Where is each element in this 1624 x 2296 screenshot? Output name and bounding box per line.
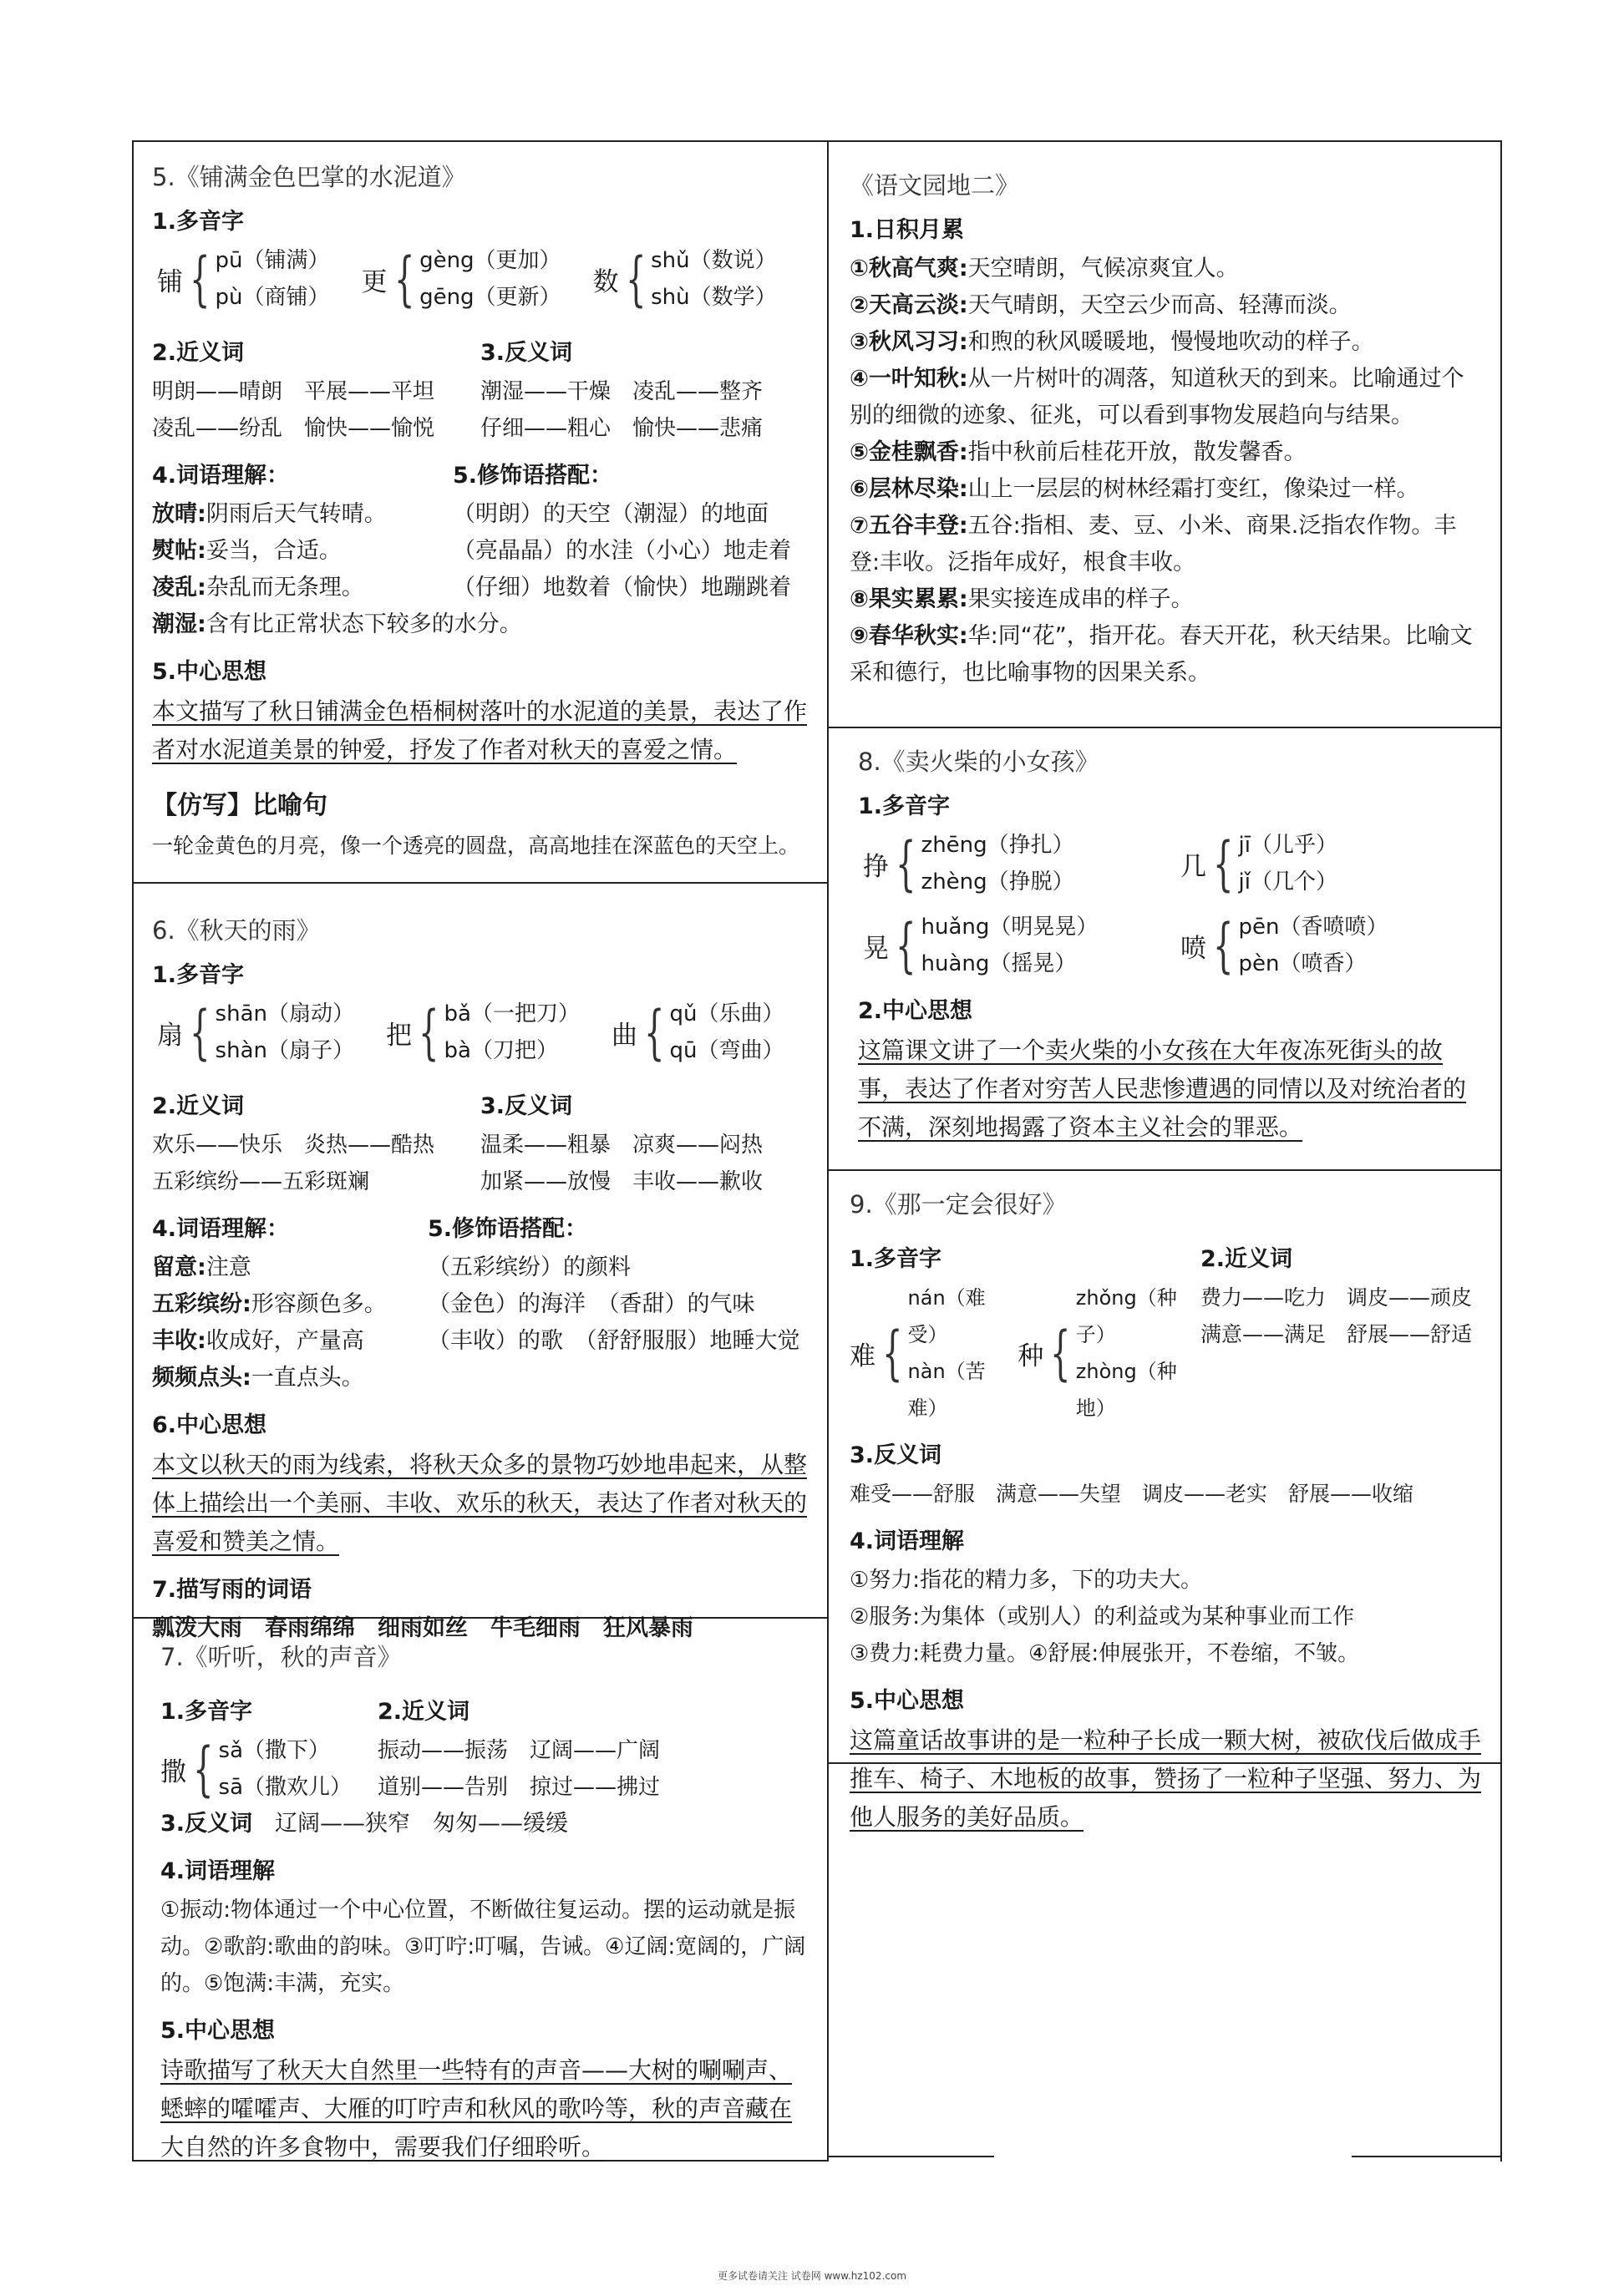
heading-polyphones: 1.多音字 <box>152 962 245 988</box>
modifier-line: （五彩缤纷）的颜料 <box>428 1254 631 1280</box>
antonym-line: 仔细——粗心 愉快——悲痛 <box>480 416 764 441</box>
polyphone-char: 撒 <box>160 1756 186 1787</box>
bottom-divider-right <box>1352 2156 1502 2157</box>
section-title: 7.《听听，秋的声音》 <box>160 1643 402 1671</box>
polyphone-char: 数 <box>592 266 619 297</box>
heading-central-idea: 5.中心思想 <box>152 659 267 685</box>
antonym-line: 加紧——放慢 丰收——歉收 <box>480 1169 764 1194</box>
heading-central-idea: 6.中心思想 <box>152 1412 267 1438</box>
idiom-item: ③秋风习习:和煦的秋风暖暖地，慢慢地吹动的样子。 <box>850 329 1374 355</box>
section-title: 《语文园地二》 <box>850 171 1020 200</box>
polyphone-char: 更 <box>361 266 388 297</box>
heading-polyphones: 1.多音字 <box>850 1246 942 1272</box>
reading: shù（数学） <box>651 285 777 310</box>
central-idea: 诗歌描写了秋天大自然里一些特有的声音——大树的唰唰声、蟋蟀的嚯嚯声、大雁的叮咛声和秋风的歌吟等，秋的声音藏在大自然的许多食物中，需要我们仔细聆听。 <box>160 2056 793 2161</box>
imitation-sentence: 一轮金黄色的月亮，像一个透亮的圆盘，高高地挂在深蓝色的天空上。 <box>152 834 800 858</box>
antonym-line: 难受——舒服 满意——失望 调皮——老实 舒展——收缩 <box>850 1482 1414 1506</box>
section-lesson-7 <box>142 1630 827 2162</box>
polyphone-synonym-row <box>160 1683 809 1806</box>
antonym-line: 3.反义词 辽阔——狭窄 匆匆——缓缓 <box>160 1811 569 1837</box>
central-idea: 本文以秋天的雨为线索，将秋天众多的景物巧妙地串起来，从整体上描绘出一个美丽、丰收、欢乐的秋天，表达了作者对秋天的喜爱和赞美之情。 <box>152 1451 808 1555</box>
section-lesson-6 <box>134 897 827 1641</box>
reading: shǔ（数说） <box>651 248 777 273</box>
polyphone-item: 几 { jī（儿乎） jǐ（几个） <box>1180 827 1337 900</box>
reading: bǎ（一把刀） <box>444 1001 580 1026</box>
polyphone-item: 扇 { shān（扇动） shàn（扇子） <box>157 996 354 1069</box>
reading: qū（弯曲） <box>669 1038 784 1063</box>
rain-words: 瓢泼大雨 春雨绵绵 细雨如丝 牛毛细雨 狂风暴雨 <box>152 1615 693 1641</box>
word-meaning: ①努力:指花的精力多，下的功夫大。 <box>850 1568 1203 1593</box>
word-definition: 频频点头:一直点头。 <box>152 1365 364 1391</box>
idiom-item: ①秋高气爽:天空晴朗，气候凉爽宜人。 <box>850 256 1239 281</box>
reading: shān（扇动） <box>215 1001 354 1026</box>
divider-s8-s9 <box>827 727 1502 728</box>
heading-synonyms: 2.近义词 <box>152 1093 245 1119</box>
central-idea: 本文描写了秋日铺满金色梧桐树落叶的水泥道的美景，表达了作者对水泥道美景的钟爱，抒发了作者对秋天的喜爱之情。 <box>152 697 808 763</box>
reading: gèng（更加） <box>419 248 561 273</box>
reading: nán（难受） <box>907 1286 986 1346</box>
reading: bà（刀把） <box>444 1038 558 1063</box>
heading-antonyms: 3.反义词 <box>850 1442 942 1468</box>
polyphone-item: 晃 { huǎng（明晃晃） huàng（摇晃） <box>863 909 1114 982</box>
page-footer: 更多试卷请关注 试卷网 www.hz102.com <box>717 2270 907 2282</box>
synonym-line: 明朗——晴朗 平展——平坦 <box>152 379 435 404</box>
heading-daily-accumulation: 1.日积月累 <box>850 217 965 243</box>
idiom-item: ⑨春华秋实:华:同“花”，指开花。春天开花，秋天结果。比喻文采和德行，也比喻事物的因果关系。 <box>850 623 1473 686</box>
polyphone-item: 曲 { qǔ（乐曲） qū（弯曲） <box>612 996 784 1069</box>
central-idea: 这篇童话故事讲的是一粒种子长成一颗大树，被砍伐后做成手推车、椅子、木地板的故事，赞扬了一粒种子坚强、努力、为他人服务的美好品质。 <box>850 1726 1482 1831</box>
modifier-line: （亮晶晶）的水洼（小心）地走着 <box>453 538 791 564</box>
reading: huǎng（明晃晃） <box>921 915 1099 940</box>
reading: huàng（摇晃） <box>921 951 1077 976</box>
polyphone-group <box>157 242 809 316</box>
idiom-item: ⑤金桂飘香:指中秋前后桂花开放，散发馨香。 <box>850 439 1307 465</box>
polyphone-char: 铺 <box>157 266 183 297</box>
section-title: 5.《铺满金色巴掌的水泥道》 <box>152 163 466 191</box>
polyphone-group <box>157 996 809 1069</box>
polyphone-char: 扇 <box>157 1020 183 1051</box>
heading-synonyms: 2.近义词 <box>1200 1246 1293 1272</box>
polyphone-char: 把 <box>385 1020 412 1051</box>
synonym-line: 凌乱——纷乱 愉快——愉悦 <box>152 416 435 441</box>
reading: zhèng（挣脱） <box>921 869 1074 895</box>
polyphone-item: 数 { shǔ（数说） shù（数学） <box>593 242 777 316</box>
synonym-line: 费力——吃力 调皮——顽皮 <box>1200 1285 1473 1310</box>
synonym-line: 五彩缤纷——五彩斑斓 <box>152 1169 370 1194</box>
word-meanings: ①振动:物体通过一个中心位置，不断做往复运动。摆的运动就是振动。②歌韵:歌曲的韵味。③叮咛:叮嘱，告诫。④辽阔:宽阔的，广阔的。⑤饱满:丰满，充实。 <box>160 1898 806 1996</box>
heading-modifiers: 5.修饰语搭配： <box>453 463 613 489</box>
polyphone-item: 更 { gèng（更加） gēng（更新） <box>362 242 561 316</box>
word-meaning: ③费力:耗费力量。④舒展:伸展张开，不卷缩，不皱。 <box>850 1641 1360 1666</box>
heading-synonyms: 2.近义词 <box>152 340 245 366</box>
reading: zhǒng（种子） <box>1075 1286 1177 1346</box>
heading-polyphones: 1.多音字 <box>858 793 951 819</box>
polyphone-char: 几 <box>1180 851 1206 882</box>
section-title: 9.《那一定会很好》 <box>850 1190 1067 1219</box>
words-modifier-row <box>152 447 809 606</box>
reading: zhēng（挣扎） <box>921 833 1074 858</box>
word-definition: 留意:注意 <box>152 1254 251 1280</box>
synonym-line: 振动——振荡 辽阔——广阔 <box>378 1738 661 1763</box>
word-definition: 丰收:收成好，产量高 <box>152 1328 364 1354</box>
heading-word-meaning: 4.词语理解： <box>152 1216 290 1242</box>
polyphone-char: 晃 <box>863 933 889 964</box>
reading: qǔ（乐曲） <box>669 1001 784 1026</box>
divider-s9-s10 <box>827 1169 1502 1171</box>
polyphone-item: 铺 { pū（铺满） pù（商铺） <box>157 242 330 316</box>
antonym-line: 温柔——粗暴 凉爽——闷热 <box>480 1133 764 1158</box>
section-title: 6.《秋天的雨》 <box>152 916 321 945</box>
synonym-antonym-row <box>152 1077 809 1200</box>
idiom-item: ②天高云淡:天气晴朗，天空云少而高、轻薄而淡。 <box>850 292 1352 318</box>
antonym-line: 潮湿——干燥 凌乱——整齐 <box>480 379 764 404</box>
word-definition: 熨帖:妥当，合适。 <box>152 538 342 564</box>
synonym-line: 欢乐——快乐 炎热——酷热 <box>152 1133 435 1158</box>
heading-central-idea: 5.中心思想 <box>850 1688 965 1714</box>
modifier-line: （丰收）的歌 （舒舒服服）地睡大觉 <box>428 1328 800 1354</box>
word-definition: 五彩缤纷:形容颜色多。 <box>152 1291 387 1317</box>
section-title: 8.《卖火柴的小女孩》 <box>858 748 1099 776</box>
modifier-line: （金色）的海洋 （香甜）的气味 <box>428 1291 755 1317</box>
polyphone-item: 撒 { sǎ（撒下） sā（撒欢儿） <box>160 1732 378 1806</box>
reading: pù（商铺） <box>215 285 330 310</box>
reading: pū（铺满） <box>215 248 330 273</box>
word-meaning: ②服务:为集体（或别人）的利益或为某种事业而工作 <box>850 1604 1355 1630</box>
polyphone-group <box>863 909 1481 982</box>
polyphone-synonym-row <box>850 1230 1481 1427</box>
section-lesson-8 <box>840 740 1500 1169</box>
heading-antonyms: 3.反义词 <box>480 340 573 366</box>
polyphone-char: 曲 <box>611 1020 637 1051</box>
polyphone-char: 种 <box>1018 1341 1044 1371</box>
synonym-line: 满意——满足 舒展——舒适 <box>1200 1322 1473 1346</box>
synonym-line: 道别——告别 掠过——拂过 <box>378 1775 661 1800</box>
heading-synonyms: 2.近义词 <box>378 1699 470 1725</box>
polyphone-item: 把 { bǎ（一把刀） bà（刀把） <box>386 996 580 1069</box>
heading-central-idea: 5.中心思想 <box>160 2018 276 2044</box>
heading-rain-words: 7.描写雨的词语 <box>152 1577 312 1603</box>
synonym-antonym-row <box>152 324 809 447</box>
word-definition: 凌乱:杂乱而无条理。 <box>152 575 364 601</box>
heading-word-meaning: 4.词语理解 <box>850 1528 965 1554</box>
reading: jǐ（几个） <box>1238 869 1337 895</box>
heading-antonyms: 3.反义词 <box>480 1093 573 1119</box>
reading: sǎ（撒下） <box>218 1738 331 1763</box>
section-lesson-5 <box>134 144 827 882</box>
polyphone-item: 种 { zhǒng（种子） zhòng（种地） <box>1018 1280 1200 1427</box>
reading: nàn（苦难） <box>907 1360 986 1420</box>
polyphone-char: 喷 <box>1180 933 1206 964</box>
idiom-item: ④一叶知秋:从一片树叶的凋落，知道秋天的到来。比喻通过个别的细微的迹象、征兆，可以看到事物发展趋向与结果。 <box>850 366 1464 428</box>
words-modifier-row <box>152 1200 809 1396</box>
idiom-item: ⑦五谷丰登:五谷:指相、麦、豆、小米、商果.泛指农作物。丰登:丰收。泛指年成好，根食丰收。 <box>850 513 1457 575</box>
polyphone-item: 难 { nán（难受） nàn（苦难） <box>850 1280 1011 1427</box>
reading: shàn（扇子） <box>215 1038 354 1063</box>
idiom-item: ⑧果实累累:果实接连成串的样子。 <box>850 586 1194 612</box>
heading-polyphones: 1.多音字 <box>160 1699 253 1725</box>
reading: zhòng（种地） <box>1075 1360 1177 1420</box>
polyphone-char: 挣 <box>863 851 889 882</box>
polyphone-item: 挣 { zhēng（挣扎） zhèng（挣脱） <box>863 827 1114 900</box>
reading: pèn（喷香） <box>1238 951 1367 976</box>
central-idea: 这篇课文讲了一个卖火柴的小女孩在大年夜冻死街头的故事，表达了作者对穷苦人民悲惨遭遇的同情以及对统治者的不满，深刻地揭露了资本主义社会的罪恶。 <box>858 1036 1467 1141</box>
heading-imitation: 【仿写】比喻句 <box>152 791 327 820</box>
word-definition: 放晴:阴雨后天气转晴。 <box>152 501 387 527</box>
reading: gēng（更新） <box>419 285 561 310</box>
section-chinese-garden-2 <box>831 152 1500 727</box>
heading-word-meaning: 4.词语理解 <box>160 1858 276 1884</box>
modifier-line: （明朗）的天空（潮湿）的地面 <box>453 501 769 527</box>
idiom-item: ⑥层林尽染:山上一层层的树林经霜打变红，像染过一样。 <box>850 476 1419 502</box>
bottom-divider <box>827 2156 994 2157</box>
heading-modifiers: 5.修饰语搭配： <box>428 1216 588 1242</box>
divider-s5-s6 <box>132 882 829 884</box>
word-definition: 潮湿:含有比正常状态下较多的水分。 <box>152 611 522 637</box>
polyphone-item: 喷 { pēn（香喷喷） pèn（喷香） <box>1180 909 1388 982</box>
reading: sā（撒欢儿） <box>218 1775 353 1800</box>
heading-central-idea: 2.中心思想 <box>858 998 973 1024</box>
heading-polyphones: 1.多音字 <box>152 209 245 235</box>
polyphone-group <box>863 827 1481 900</box>
section-lesson-9 <box>831 1183 1500 1831</box>
polyphone-char: 难 <box>850 1341 875 1371</box>
heading-word-meaning: 4.词语理解： <box>152 463 290 489</box>
modifier-line: （仔细）地数着（愉快）地蹦跳着 <box>453 575 791 601</box>
reading: pēn（香喷喷） <box>1238 915 1388 940</box>
reading: jī（儿乎） <box>1238 833 1337 858</box>
